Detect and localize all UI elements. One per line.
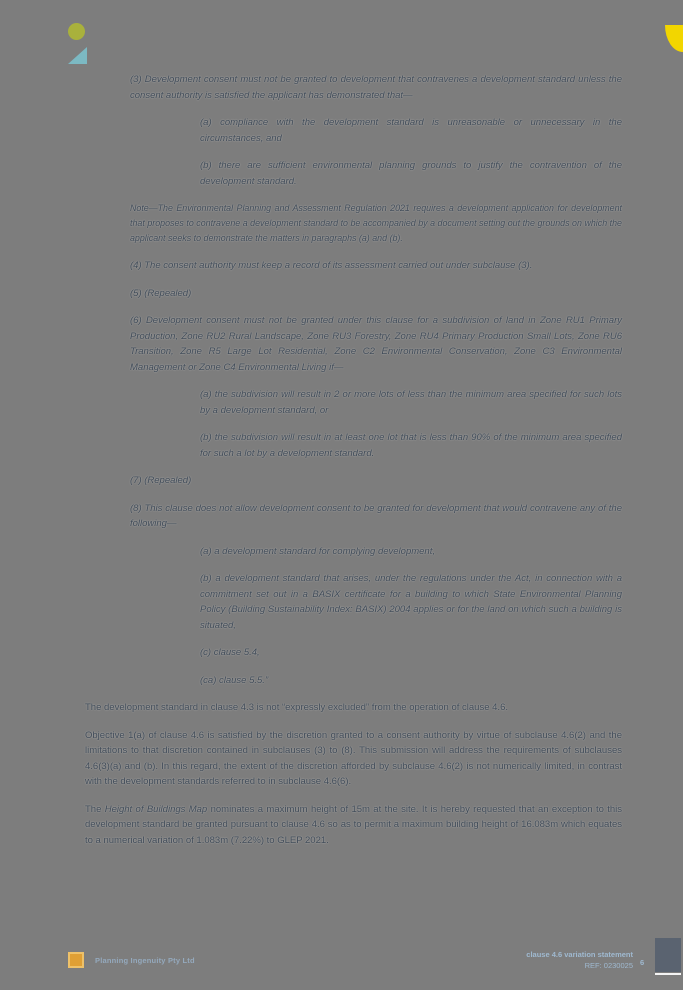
footer-company-name: Planning Ingenuity Pty Ltd	[95, 956, 195, 965]
clause-paragraph-8a: (a) a development standard for complying development,	[200, 545, 435, 557]
page-edge-tab-underline	[655, 973, 681, 975]
height-of-buildings-map-title: Height of Buildings Map	[104, 803, 208, 815]
footer-document-info	[383, 949, 633, 971]
clause-paragraph-3a: (a) compliance with the development standard is unreasonable or unnecessary in the circumstances, and	[200, 117, 622, 144]
paragraph-height-request	[85, 802, 622, 849]
clause-paragraph-8ca: (ca) clause 5.5.”	[200, 674, 269, 686]
page-edge-tab	[655, 938, 681, 972]
clause-paragraph-3: (3) Development consent must not be granted to development that contravenes a development standard unless the consent authority is satisfied the applicant has demonstrated that—	[130, 74, 622, 101]
clause-paragraph-8c: (c) clause 5.4,	[200, 647, 260, 658]
clause-paragraph-6b: (b) the subdivision will result in at least one lot that is less than 90% of the minimum area specified for such a lot by a development standard.	[200, 432, 622, 459]
footer-ref-number: REF: 0230025	[584, 961, 633, 970]
document-body	[85, 72, 622, 860]
clause-note: Note—The Environmental Planning and Assessment Regulation 2021 requires a development application for development that proposes to contravene a development standard to be accompanied by a document setting out the grounds on which the applicant seeks to demonstrate the matters in paragraphs (a) and (b).	[130, 203, 622, 243]
height-request-prefix: The	[85, 803, 105, 815]
clause-paragraph-4: (4) The consent authority must keep a record of its assessment carried out under subclause (3).	[130, 260, 533, 271]
olive-circle-icon	[68, 23, 85, 40]
clause-paragraph-3b: (b) there are sufficient environmental planning grounds to justify the contravention of the development standard.	[200, 160, 622, 187]
clause-paragraph-6: (6) Development consent must not be granted under this clause for a subdivision of land in Zone RU1 Primary Production, Zone RU2 Rural Landscape, Zone RU3 Forestry, Zone RU4 Primary Production Small Lots, Zone RU6 Transition, Zone R5 Large Lot Residential, Zone C2 Environmental Conservation, Zone C3 Environmental Management or Zone C4 Environmental Living if—	[130, 315, 622, 373]
height-request-rest: nominates a maximum height of 15m at the site. It is hereby requested that an exception to this development standard be granted pursuant to clause 4.6 so as to permit a maximum building height of 16.083m which equates to a numerical variation of 1.083m (7.22%) to GLEP 2021.	[85, 803, 623, 846]
clause-paragraph-8: (8) This clause does not allow development consent to be granted for development that would contravene any of the following—	[130, 502, 622, 529]
teal-triangle-icon	[68, 47, 87, 64]
clause-paragraph-7: (7) (Repealed)	[130, 475, 192, 486]
footer-doc-title: clause 4.6 variation statement	[526, 950, 633, 959]
paragraph-standard-not-excluded: The development standard in clause 4.3 is not “expressly excluded” from the operation of clause 4.6.	[85, 702, 508, 713]
page-number: 6	[640, 958, 645, 967]
clause-paragraph-5: (5) (Repealed)	[130, 287, 192, 299]
yellow-quarter-icon	[665, 25, 683, 52]
paragraph-objective: Objective 1(a) of clause 4.6 is satisfied by the discretion granted to a consent authority by virtue of subclause 4.6(2) and the limitations to that discretion contained in subclauses (3) to (8). This submission will address the requirements of subclauses 4.6(3)(a) and (b). In this regard, the extent of the discretion afforded by subclause 4.6(2) is not numerically limited, in contrast with the development standards referred to in subclause 4.6(6).	[85, 729, 622, 787]
clause-paragraph-6a: (a) the subdivision will result in 2 or more lots of less than the minimum area specified for such lots by a development standard, or	[200, 389, 622, 416]
clause-paragraph-8b: (b) a development standard that arises, under the regulations under the Act, in connection with a commitment set out in a BASIX certificate for a building to which State Environmental Planning Policy (Building Sustainability Index: BASIX) 2004 applies or for the land on which such a building is situated,	[200, 573, 622, 631]
company-logo-square-icon	[68, 952, 84, 968]
